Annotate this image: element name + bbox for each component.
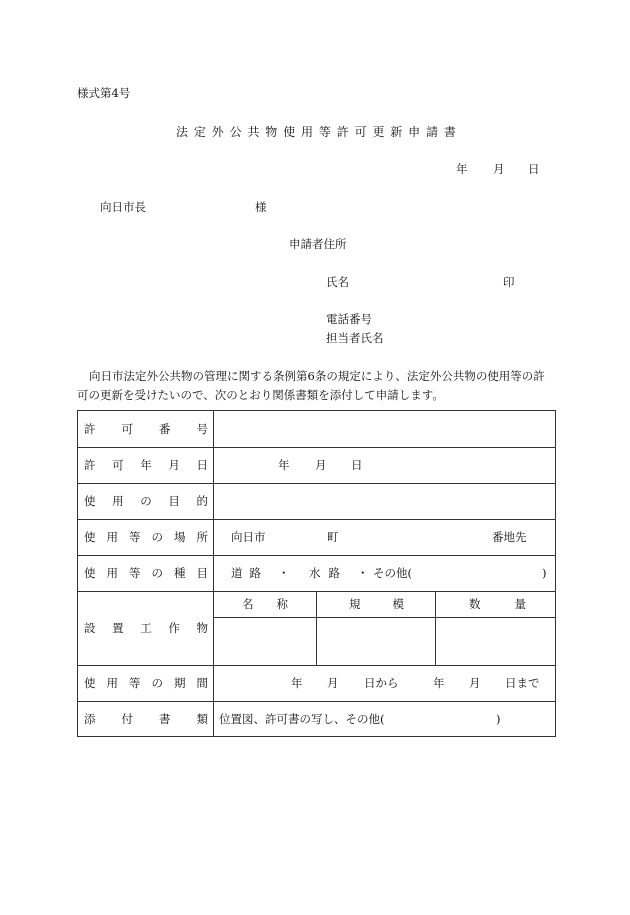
label-structures: 設 置 工 作 物	[84, 621, 208, 635]
type-other[interactable]: その他(	[373, 566, 412, 580]
type-other-close: )	[542, 566, 547, 580]
permit-date-day: 日	[351, 458, 363, 472]
label-period: 使 用 等 の 期 間	[84, 676, 208, 690]
contact-person-label: 担当者氏名	[326, 331, 384, 345]
label-attachments: 添 付 書 類	[84, 712, 208, 726]
label-purpose: 使 用 の 目 的	[84, 494, 208, 508]
label-permit-date: 許 可 年 月 日	[84, 458, 208, 472]
attachments-close: )	[496, 712, 501, 726]
permit-date-month: 月	[315, 458, 327, 472]
label-usage-type: 使 用 等 の 種 目	[84, 566, 208, 580]
location-lot: 番地先	[492, 530, 527, 544]
phone-label: 電話番号	[326, 312, 372, 326]
period-end-year: 年	[433, 676, 445, 690]
label-location: 使 用 等 の 場 所	[84, 530, 208, 544]
period-end-month: 月	[469, 676, 481, 690]
permit-date-year: 年	[278, 458, 290, 472]
applicant-name-label: 氏名	[326, 275, 349, 289]
purpose-field[interactable]	[214, 491, 554, 511]
location-city: 向日市	[231, 530, 266, 544]
col-header-quantity: 数 量	[469, 597, 526, 611]
form-number: 様式第4号	[77, 86, 131, 100]
date-year: 年	[456, 162, 468, 176]
attachments-text: 位置図、許可書の写し、その他(	[219, 712, 385, 726]
type-separator-2: ・	[357, 566, 369, 580]
period-start-year: 年	[291, 676, 303, 690]
date-month: 月	[493, 162, 505, 176]
col-header-scale: 規 模	[349, 597, 404, 611]
location-town: 町	[327, 530, 339, 544]
application-table	[77, 410, 556, 737]
applicant-address-label: 申請者住所	[289, 237, 347, 251]
label-permit-number: 許 可 番 号	[84, 422, 208, 436]
statement-line-1: 向日市法定外公共物の管理に関する条例第6条の規定により、法定外公共物の使用等の許	[89, 369, 545, 383]
date-line	[456, 161, 540, 177]
type-separator-1: ・	[278, 566, 290, 580]
permit-number-field[interactable]	[214, 419, 554, 439]
date-day: 日	[528, 162, 540, 176]
period-end-day: 日まで	[505, 676, 540, 690]
seal-mark: 印	[503, 275, 515, 289]
period-start-month: 月	[327, 676, 339, 690]
type-road[interactable]: 道 路	[231, 566, 261, 580]
type-waterway[interactable]: 水 路	[309, 566, 340, 580]
document-title: 法 定 外 公 共 物 使 用 等 許 可 更 新 申 請 書	[176, 125, 456, 139]
statement-line-2: 可の更新を受けたいので、次のとおり関係書類を添付して申請します。	[77, 388, 444, 402]
period-start-day: 日から	[364, 676, 399, 690]
addressee-name: 向日市長	[100, 200, 146, 214]
col-header-name: 名 称	[242, 597, 288, 611]
addressee-suffix: 様	[255, 200, 267, 214]
